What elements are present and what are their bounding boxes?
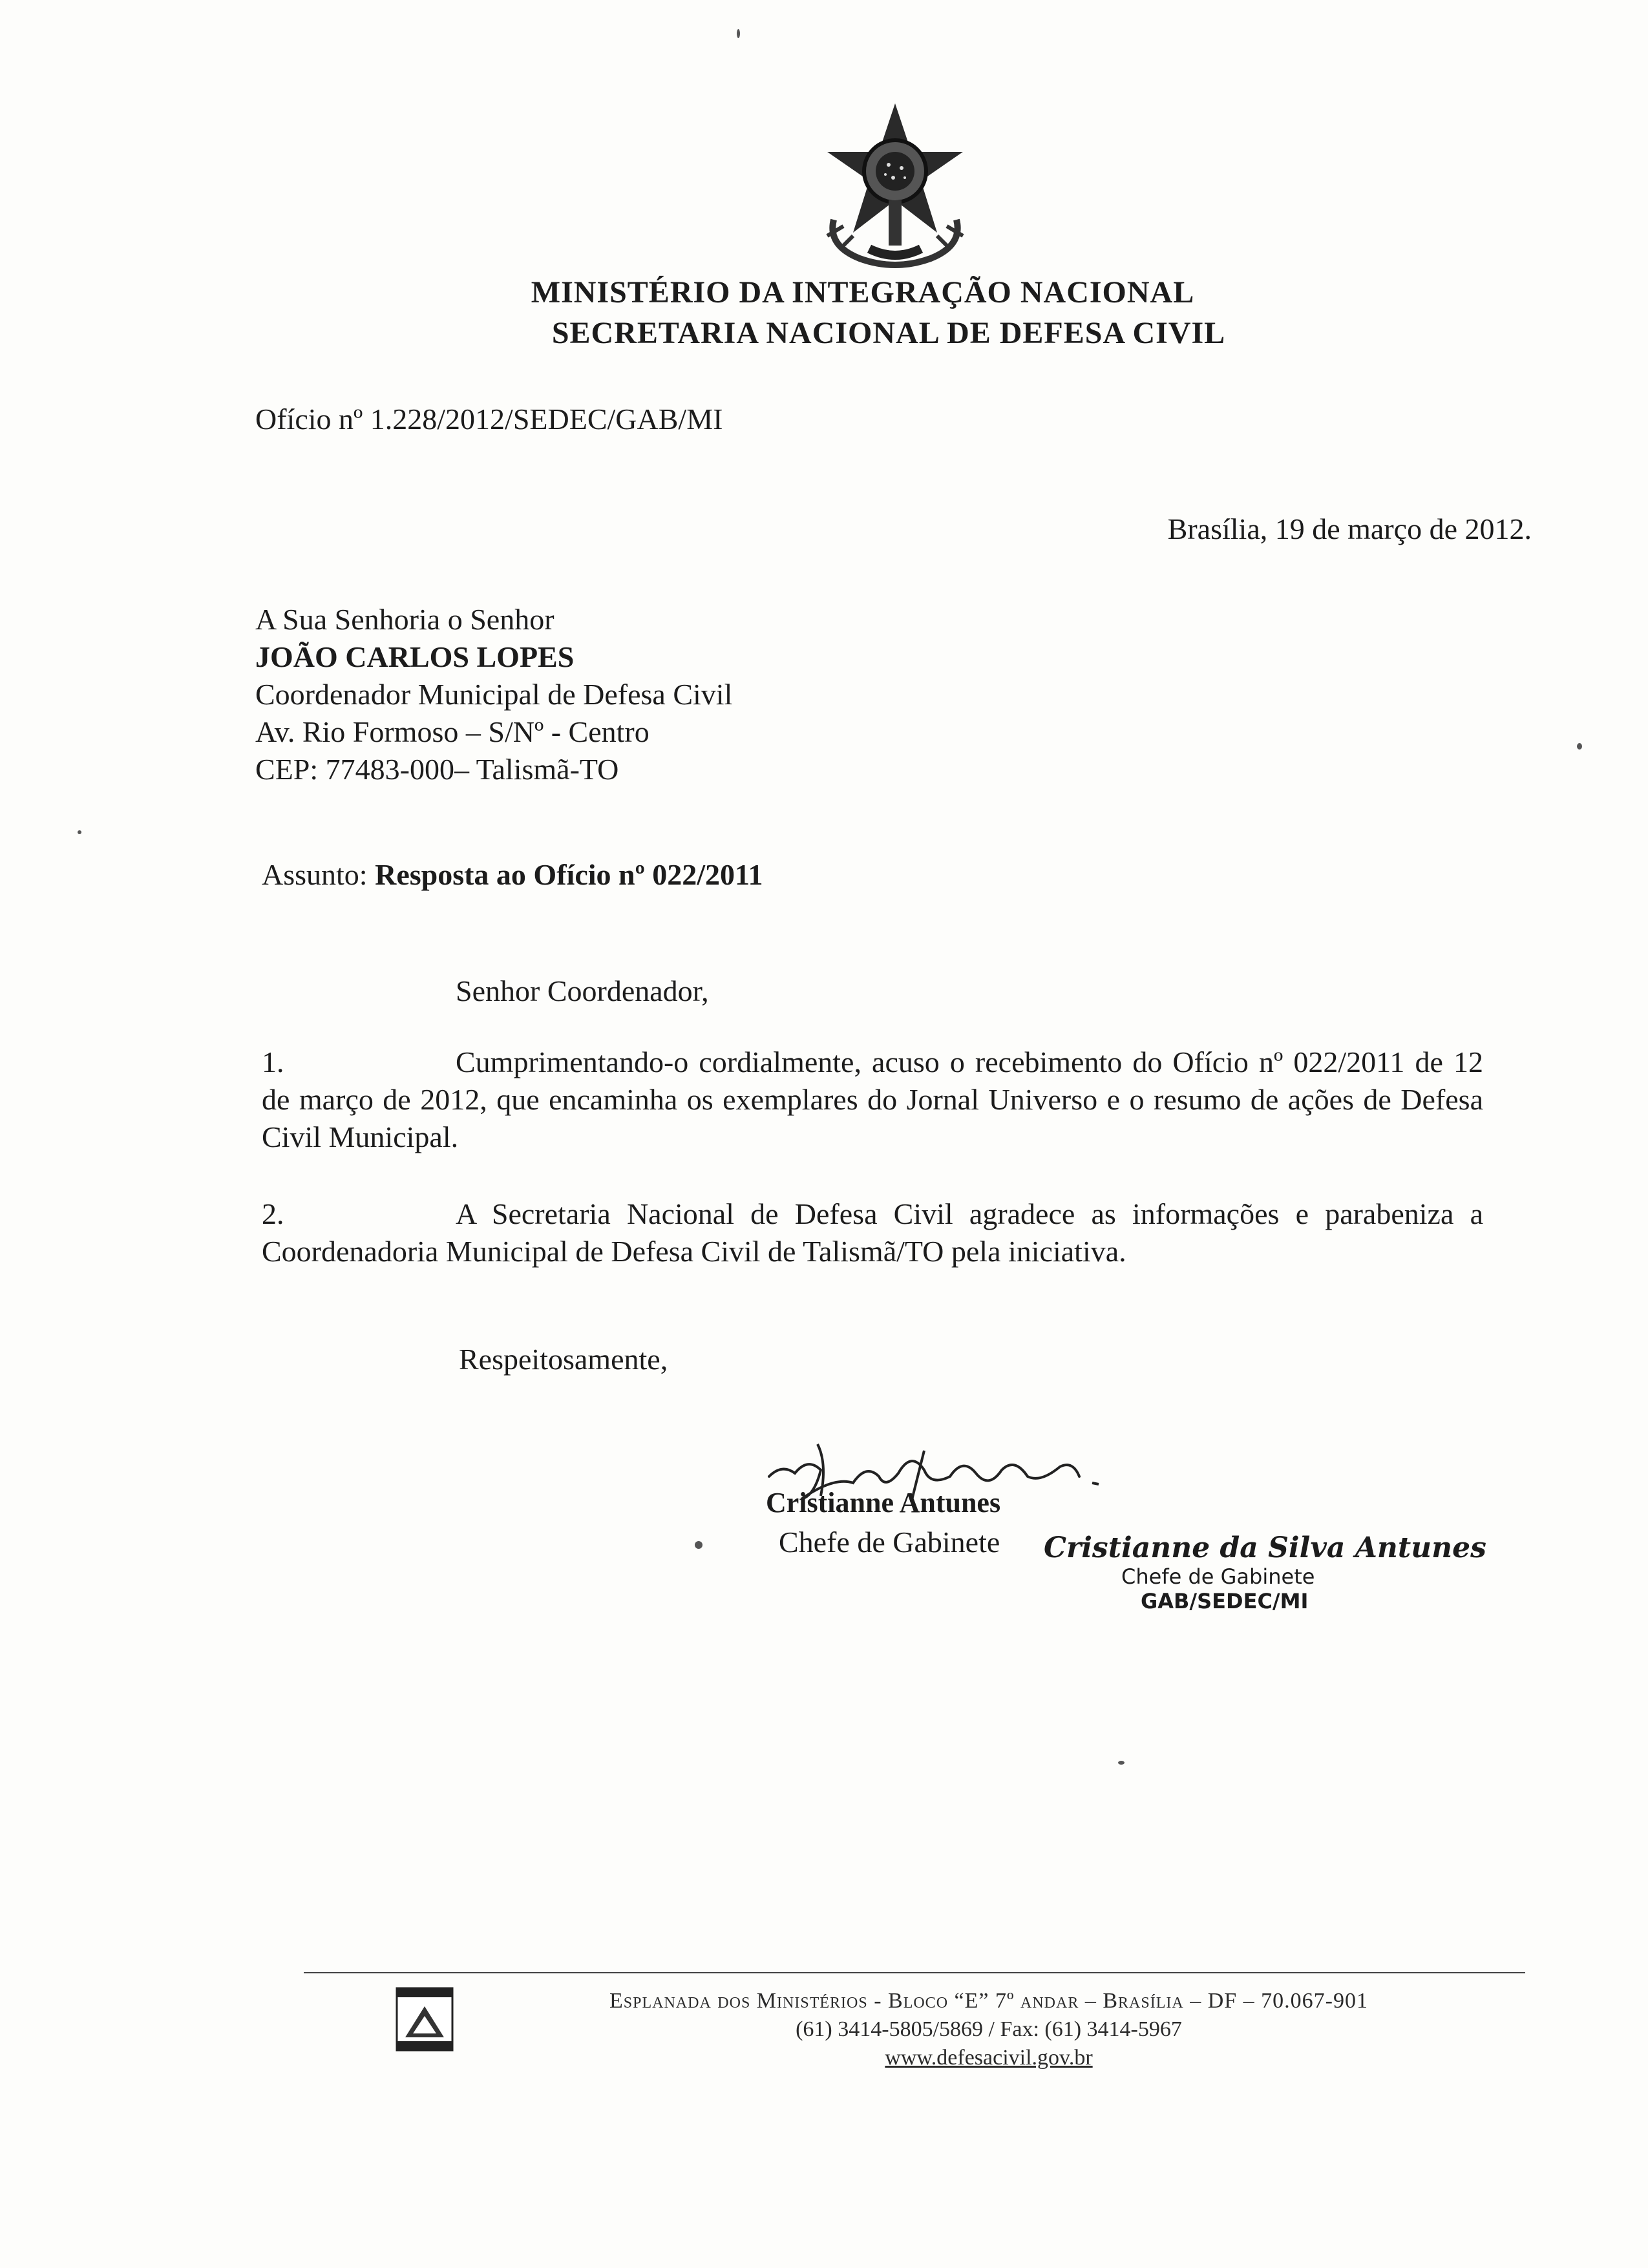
subject-label: Assunto: — [262, 858, 368, 891]
signer-name: Cristianne Antunes — [766, 1487, 1001, 1518]
scan-speck — [737, 29, 740, 38]
coat-of-arms-emblem — [808, 97, 982, 271]
footer-website-link[interactable]: www.defesacivil.gov.br — [885, 2046, 1093, 2070]
stamp-unit: GAB/SEDEC/MI — [1141, 1589, 1309, 1613]
subject-value: Resposta ao Ofício nº 022/2011 — [375, 858, 763, 891]
secretariat-header: SECRETARIA NACIONAL DE DEFESA CIVIL — [551, 316, 1226, 350]
letter-date: Brasília, 19 de março de 2012. — [1167, 512, 1532, 545]
official-stamp — [1044, 1531, 1486, 1613]
paragraph-text: A Secretaria Nacional de Defesa Civil agradece as informações e parabeniza a Coordenadoria Municipal de Defesa Civil de Talismã/TO pela iniciativa. — [262, 1197, 1483, 1268]
footer-divider — [304, 1972, 1525, 1973]
recipient-role: Coordenador Municipal de Defesa Civil — [255, 678, 733, 711]
defesa-civil-logo-icon — [396, 1987, 454, 2052]
recipient-salutation: A Sua Senhoria o Senhor — [255, 603, 555, 636]
paragraph-number: 1. — [262, 1045, 284, 1078]
paragraph-1 — [262, 1044, 1483, 1156]
scan-speck — [1577, 743, 1582, 750]
recipient-block — [255, 601, 732, 788]
closing: Respeitosamente, — [459, 1343, 668, 1376]
scan-speck — [1118, 1761, 1125, 1765]
paragraph-2 — [262, 1195, 1483, 1270]
scan-speck — [78, 830, 81, 834]
recipient-address: Av. Rio Formoso – S/Nº - Centro — [255, 715, 650, 748]
ministry-header: MINISTÉRIO DA INTEGRAÇÃO NACIONAL — [531, 275, 1195, 310]
footer-address: Esplanada dos Ministérios - Bloco “E” 7º andar – Brasília – DF – 70.067-901 — [609, 1989, 1368, 2013]
footer — [452, 1987, 1525, 2072]
signer-title: Chefe de Gabinete — [779, 1526, 1000, 1559]
footer-phones: (61) 3414-5805/5869 / Fax: (61) 3414-5967 — [796, 2017, 1182, 2041]
paragraph-number: 2. — [262, 1197, 284, 1230]
paragraph-text: Cumprimentando-o cordialmente, acuso o recebimento do Ofício nº 022/2011 de 12 de março de 2012, que encaminha os exemplares do Jornal Universo e o resumo de ações de Defesa Civil Municipal. — [262, 1045, 1483, 1153]
recipient-name: JOÃO CARLOS LOPES — [255, 640, 575, 673]
document-reference: Ofício nº 1.228/2012/SEDEC/GAB/MI — [255, 403, 723, 436]
stamp-role: Chefe de Gabinete — [1121, 1564, 1315, 1589]
subject-line — [262, 856, 763, 894]
stamp-name: Cristianne da Silva Antunes — [1044, 1531, 1486, 1564]
scan-speck — [695, 1541, 703, 1549]
recipient-cep: CEP: 77483-000– Talismã-TO — [255, 753, 619, 786]
greeting: Senhor Coordenador, — [456, 974, 709, 1007]
